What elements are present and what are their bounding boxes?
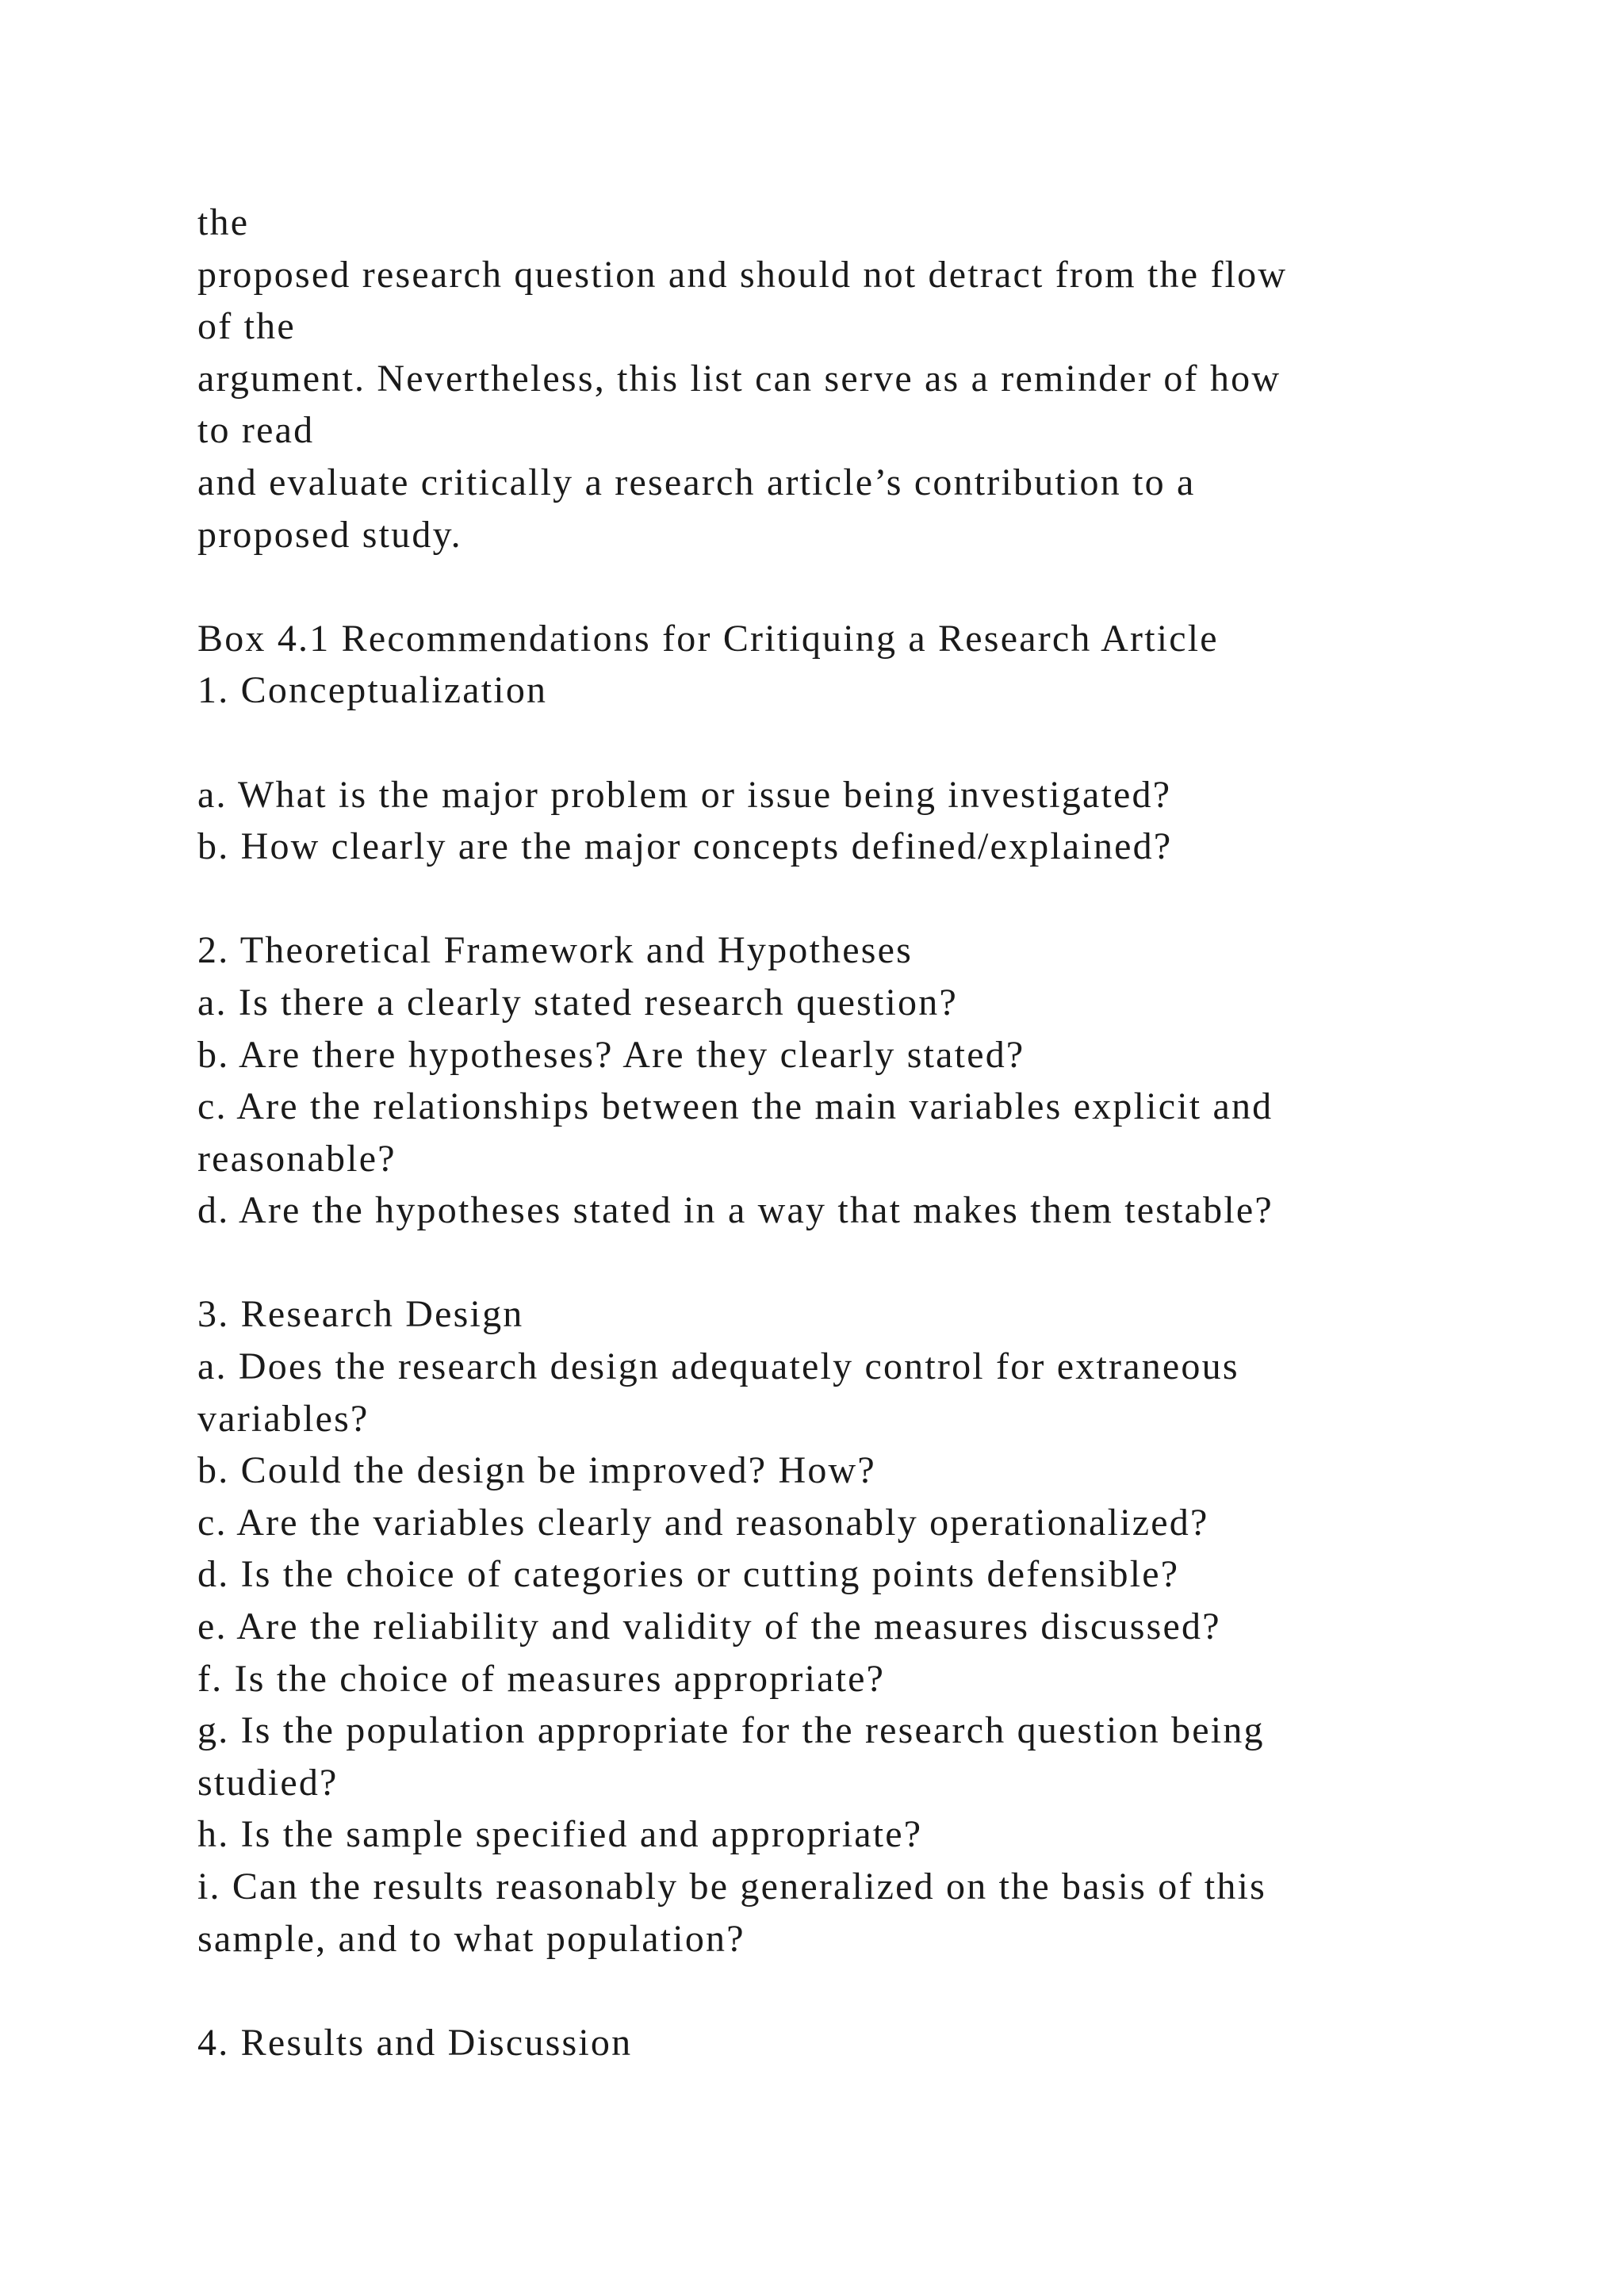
list-item: b. Could the design be improved? How? — [197, 1449, 876, 1492]
list-item: e. Are the reliability and validity of the measures discussed? — [197, 1605, 1221, 1648]
section-heading-theoretical-framework: 2. Theoretical Framework and Hypotheses — [197, 929, 914, 972]
list-item: b. How clearly are the major concepts defined/explained? — [197, 825, 1173, 868]
list-item: c. Are the relationships between the main variables explicit and — [197, 1085, 1274, 1128]
list-item: g. Is the population appropriate for the research question being — [197, 1709, 1265, 1752]
document-page — [197, 197, 1545, 2068]
intro-line: argument. Nevertheless, this list can serve as a reminder of how — [197, 357, 1281, 400]
list-item: a. What is the major problem or issue being investigated? — [197, 773, 1172, 816]
intro-line: and evaluate critically a research article’s contribution to a — [197, 461, 1196, 503]
section-heading-research-design: 3. Research Design — [197, 1293, 524, 1336]
blank-line — [197, 873, 1545, 925]
list-item: a. Is there a clearly stated research question? — [197, 981, 958, 1024]
list-item: c. Are the variables clearly and reasonably operationalized? — [197, 1501, 1209, 1544]
list-item: i. Can the results reasonably be generalized on the basis of this — [197, 1866, 1266, 1908]
blank-line — [197, 717, 1545, 769]
blank-line — [197, 1237, 1545, 1289]
list-item: a. Does the research design adequately control for extraneous — [197, 1345, 1239, 1388]
list-item-continuation: reasonable? — [197, 1137, 396, 1180]
box-title: Box 4.1 Recommendations for Critiquing a Research Article — [197, 617, 1219, 660]
list-item: d. Is the choice of categories or cutting points defensible? — [197, 1553, 1180, 1596]
list-item: f. Is the choice of measures appropriate? — [197, 1657, 886, 1700]
list-item: h. Is the sample specified and appropriate? — [197, 1813, 923, 1856]
list-item-continuation: sample, and to what population? — [197, 1917, 745, 1960]
list-item-continuation: studied? — [197, 1761, 339, 1804]
intro-line: of the — [197, 305, 296, 348]
section-heading-results-discussion: 4. Results and Discussion — [197, 2021, 633, 2064]
list-item: d. Are the hypotheses stated in a way that makes them testable? — [197, 1189, 1274, 1232]
blank-line — [197, 561, 1545, 613]
intro-line: the — [197, 201, 250, 243]
intro-line: proposed study. — [197, 513, 462, 556]
intro-line: proposed research question and should not detract from the flow — [197, 253, 1288, 296]
list-item-continuation: variables? — [197, 1397, 370, 1440]
section-heading-conceptualization: 1. Conceptualization — [197, 669, 548, 712]
list-item: b. Are there hypotheses? Are they clearly stated? — [197, 1033, 1025, 1076]
blank-line — [197, 1965, 1545, 2017]
intro-line: to read — [197, 409, 315, 452]
